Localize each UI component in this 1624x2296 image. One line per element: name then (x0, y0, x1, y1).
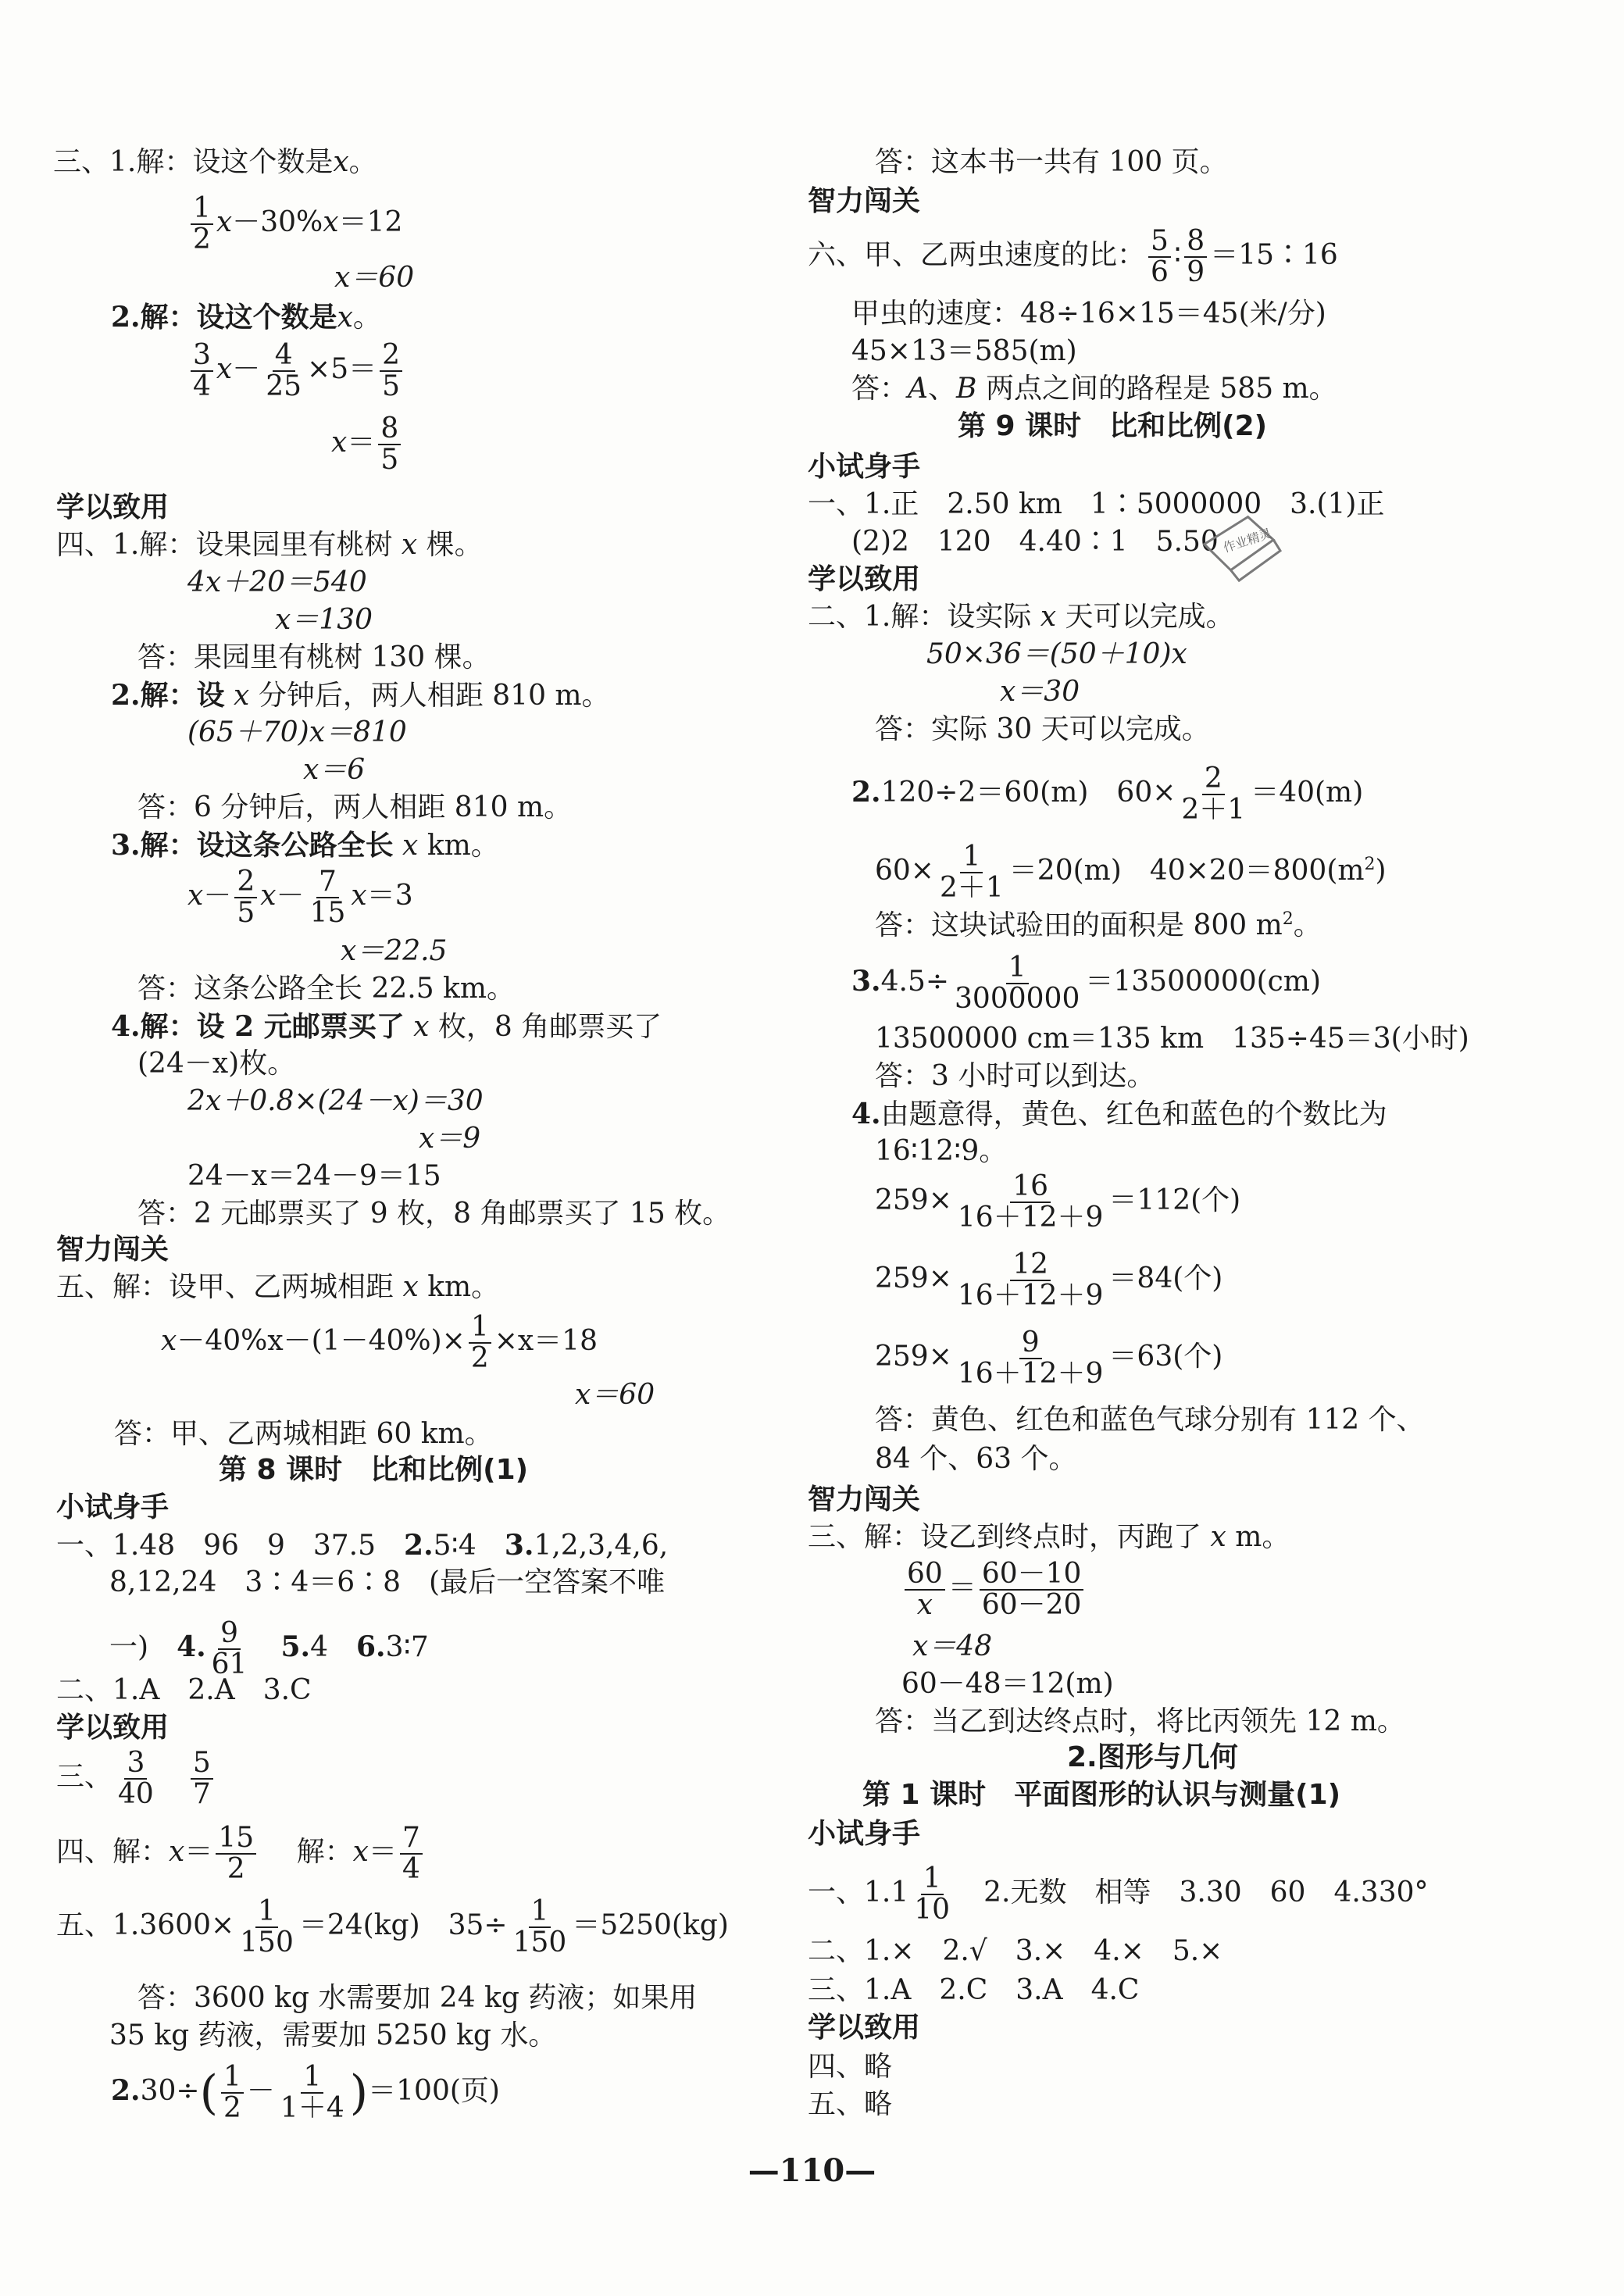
section-title: 2.图形与几何 (1067, 1741, 1238, 1773)
svg-text:作业精灵: 作业精灵 (1221, 525, 1274, 555)
answer-x: x＝60 (334, 262, 415, 294)
lesson8-q1-cont: 一) 4. $\frac{9}{61}$ 5.4 6.3∶7 (109, 1617, 429, 1680)
lesson8-q3: 三、 $\frac{3}{40}$ $\frac{5}{7}$ (56, 1748, 216, 1809)
lesson9-q3: 3.4.5÷ $\frac{1}{3000000}$ ＝13500000(cm) (851, 952, 1321, 1015)
section-5-head: 五、解：设甲、乙两城相距 x km。 (56, 1271, 500, 1303)
equation: 60× $\frac{1}{2+1}$ ＝20(m) $40\times 20=800(m^2)$ (875, 841, 1387, 904)
equation: x＝ $\frac{8}{5}$ (331, 414, 404, 475)
answer: 答：果园里有桃树 130 棵。 (137, 641, 491, 673)
lesson9-q1: 一、1.正 2.50 km 1∶5000000 3.(1)正 (808, 488, 1385, 520)
heading-xueyi: 学以致用 (56, 491, 170, 523)
equation: $\frac{3}{4}$ x－ $\frac{4}{25}$ ×5＝ $\frac{2}{5}$ (187, 341, 405, 402)
section-3-head: 三、解：设乙到终点时，丙跑了 x m。 (808, 1521, 1290, 1553)
equation: $\frac{60}{x}$ ＝ $\frac{60-10}{60-20}$ (901, 1559, 1087, 1620)
equation: x＝130 (275, 604, 373, 636)
equation: 259× $\frac{12}{16+12+9}$ ＝84(个) (875, 1248, 1223, 1312)
answer: 答：3 小时可以到达。 (875, 1060, 1155, 1092)
answer: 35 kg 药液，需要加 5250 kg 水。 (109, 2019, 557, 2051)
right-column (805, 0, 1554, 2296)
equation: (65＋70)x＝810 (187, 716, 407, 748)
heading-xiaoshi: 小试身手 (808, 451, 921, 483)
section-4-problem-3: 3.解：设这条公路全长 x km。 (111, 829, 499, 862)
answer: 84 个、63 个。 (875, 1443, 1077, 1475)
section-3-problem-1: 三、1.解：设这个数是x。 (53, 146, 377, 178)
text: (24－x)枚。 (137, 1048, 296, 1080)
answer: 答：6 分钟后，两人相距 810 m。 (137, 791, 573, 823)
equation: x＝30 (1000, 676, 1080, 708)
equation: 259× $\frac{16}{16+12+9}$ ＝112(个) (875, 1170, 1241, 1234)
lesson9-q2-2: 2.120÷2＝60(m) 60× $\frac{2}{2+1}$ ＝40(m) (851, 762, 1364, 826)
heading-xueyi: 学以致用 (808, 563, 921, 595)
equation: x－40%x－(1－40%)× $\frac{1}{2}$ ×x＝18 (161, 1311, 598, 1374)
lesson8-q4: 四、解：x＝ $\frac{15}{2}$ 解：x＝ $\frac{7}{4}$ (56, 1823, 426, 1884)
heading-zhili: 智力闯关 (56, 1234, 170, 1266)
text: 2.解：设这个数是 (111, 301, 337, 334)
equation: 50×36＝(50＋10)x (926, 638, 1187, 670)
answer: 答：这条公路全长 22.5 km。 (137, 973, 515, 1005)
answer: 答：这本书一共有 100 页。 (875, 146, 1228, 178)
lesson8-q5-1: 五、1.3600× $\frac{1}{150}$ ＝24(kg) 35÷ $\frac{1}{150}$ ＝5250(kg) (56, 1895, 729, 1959)
section-3-problem-2: 2.解：设这个数是x。 (111, 301, 381, 334)
equation: x＝60 (575, 1379, 655, 1411)
answer: 答：3600 kg 水需要加 24 kg 药液；如果用 (137, 1982, 698, 2014)
heading-xiaoshi: 小试身手 (808, 1818, 921, 1850)
equation: x＝6 (303, 754, 366, 786)
text: 8,12,24 3∶4＝6∶8 (最后一空答案不唯 (109, 1566, 666, 1598)
equation: 2x＋0.8×(24－x)＝30 (187, 1085, 484, 1117)
page-number: —110— (748, 2152, 876, 2189)
equation: x＝9 (419, 1123, 481, 1155)
equation: 13500000 cm＝135 km 135÷45＝3(小时) (875, 1023, 1469, 1055)
lesson-title: 第 8 课时 比和比例(1) (219, 1454, 529, 1486)
answer: 答：A、B 两点之间的路程是 585 m。 (851, 373, 1337, 405)
lesson-title: 第 1 课时 平面图形的认识与测量(1) (862, 1779, 1341, 1811)
equation: $\frac{1}{2}$ x－30%x＝12 (187, 194, 402, 255)
section-4-problem-4: 4.解：设 2 元邮票买了 x 枚，8 角邮票买了 (111, 1010, 662, 1043)
section-4-problem-1: 四、1.解：设果园里有桃树 x 棵。 (56, 529, 483, 561)
equation: 4x＋20＝540 (187, 566, 367, 598)
fraction: $\frac{1}{2}$ (191, 194, 213, 255)
heading-zhili: 智力闯关 (808, 185, 921, 217)
lesson-title: 第 9 课时 比和比例(2) (958, 410, 1268, 442)
text: 三、1.解：设这个数是 (53, 146, 334, 178)
geometry-q1: 一、1.1 $\frac{1}{10}$ 2.无数 相等 3.30 60 4.330° (808, 1862, 1429, 1926)
heading-xiaoshi: 小试身手 (56, 1491, 170, 1523)
geometry-q3: 三、1.A 2.C 3.A 4.C (808, 1974, 1140, 2006)
geometry-q4: 四、略 (808, 2051, 893, 2083)
equation: 45×13＝585(m) (851, 335, 1077, 367)
left-column (0, 0, 750, 2296)
answer: 答：2 元邮票买了 9 枚，8 角邮票买了 15 枚。 (137, 1198, 731, 1230)
heading-zhili: 智力闯关 (808, 1484, 921, 1516)
text: 16∶12∶9。 (875, 1135, 1008, 1167)
lesson8-q1: 一、1.48 96 9 37.5 2.5∶4 3.1,2,3,4,6, (56, 1529, 669, 1562)
equation: 259× $\frac{9}{16+12+9}$ ＝63(个) (875, 1327, 1223, 1390)
equation: x＝48 (912, 1630, 993, 1662)
lesson8-q2: 二、1.A 2.A 3.C (56, 1674, 312, 1706)
equation: 24－x＝24－9＝15 (187, 1160, 441, 1192)
answer: 答：这块试验田的面积是 800 $m^2$。 (875, 909, 1322, 941)
lesson9-q4: 4.由题意得，黄色、红色和蓝色的个数比为 (851, 1098, 1387, 1130)
geometry-q5: 五、略 (808, 2088, 893, 2120)
equation: x＝22.5 (341, 935, 448, 967)
equation: 甲虫的速度：48÷16×15＝45(米/分) (851, 298, 1326, 330)
lesson8-q5-2: 2.30÷( $\frac{1}{2}$ － $\frac{1}{1+4}$ )＝100(页) (111, 2061, 500, 2124)
section-6-head: 六、甲、乙两虫速度的比： $\frac{5}{6}$ ∶ $\frac{8}{9}$ ＝15∶16 (808, 225, 1338, 288)
section-4-problem-2: 2.解：设 x 分钟后，两人相距 810 m。 (111, 679, 610, 712)
geometry-q2: 二、1.× 2.√ 3.× 4.× 5.× (808, 1935, 1223, 1967)
answer: 答：当乙到达终点时，将比丙领先 12 m。 (875, 1705, 1405, 1737)
lesson9-q2-1: 二、1.解：设实际 x 天可以完成。 (808, 601, 1234, 633)
heading-xueyi: 学以致用 (808, 2012, 921, 2044)
heading-xueyi: 学以致用 (56, 1712, 170, 1744)
lesson9-q1-cont: (2)2 120 4.40∶1 5.50 (851, 526, 1219, 558)
var: x (333, 146, 349, 178)
equation: 60－48＝12(m) (901, 1668, 1114, 1700)
answer: 答：甲、乙两城相距 60 km。 (114, 1418, 493, 1450)
answer: 答：实际 30 天可以完成。 (875, 713, 1210, 745)
equation: x－ $\frac{2}{5}$ x－ $\frac{7}{15}$ x＝3 (187, 866, 413, 929)
answer: 答：黄色、红色和蓝色气球分别有 112 个、 (875, 1404, 1425, 1436)
